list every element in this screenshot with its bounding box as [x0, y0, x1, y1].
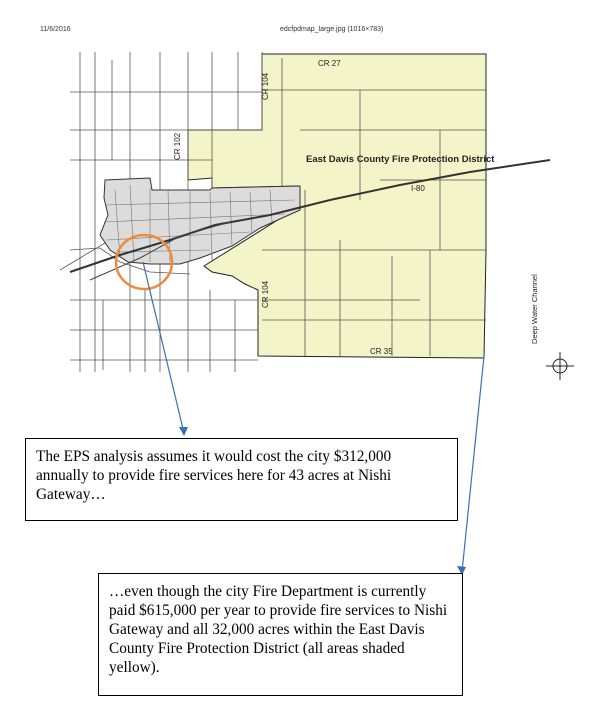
header-date: 11/6/2016: [40, 26, 71, 33]
label-cr27: CR 27: [318, 59, 341, 68]
label-cr104-bottom: CR 104: [261, 280, 270, 308]
callout-eps-analysis: The EPS analysis assumes it would cost the city $312,000 annually to provide fire services here for 43 acres at Nishi Gateway…: [25, 438, 458, 521]
callout-fire-district: …even though the city Fire Department is currently paid $615,000 per year to provide fire services to Nishi Gateway and all 32,000 acres within the East Davis County Fire Protection District (all areas shaded yellow).: [98, 573, 463, 696]
arrowhead-top: [179, 427, 188, 436]
compass-rose-icon: [546, 352, 574, 380]
district-label: East Davis County Fire Protection District: [306, 154, 495, 165]
label-cr35: CR 35: [370, 347, 393, 356]
label-deep-water-channel: Deep Water Channel: [530, 274, 539, 344]
label-cr102: CR 102: [173, 132, 182, 160]
label-i80: I-80: [411, 184, 425, 193]
header-filename: edcfpdmap_large.jpg (1016×783): [280, 26, 384, 33]
label-cr104-top: CR 104: [261, 72, 270, 100]
